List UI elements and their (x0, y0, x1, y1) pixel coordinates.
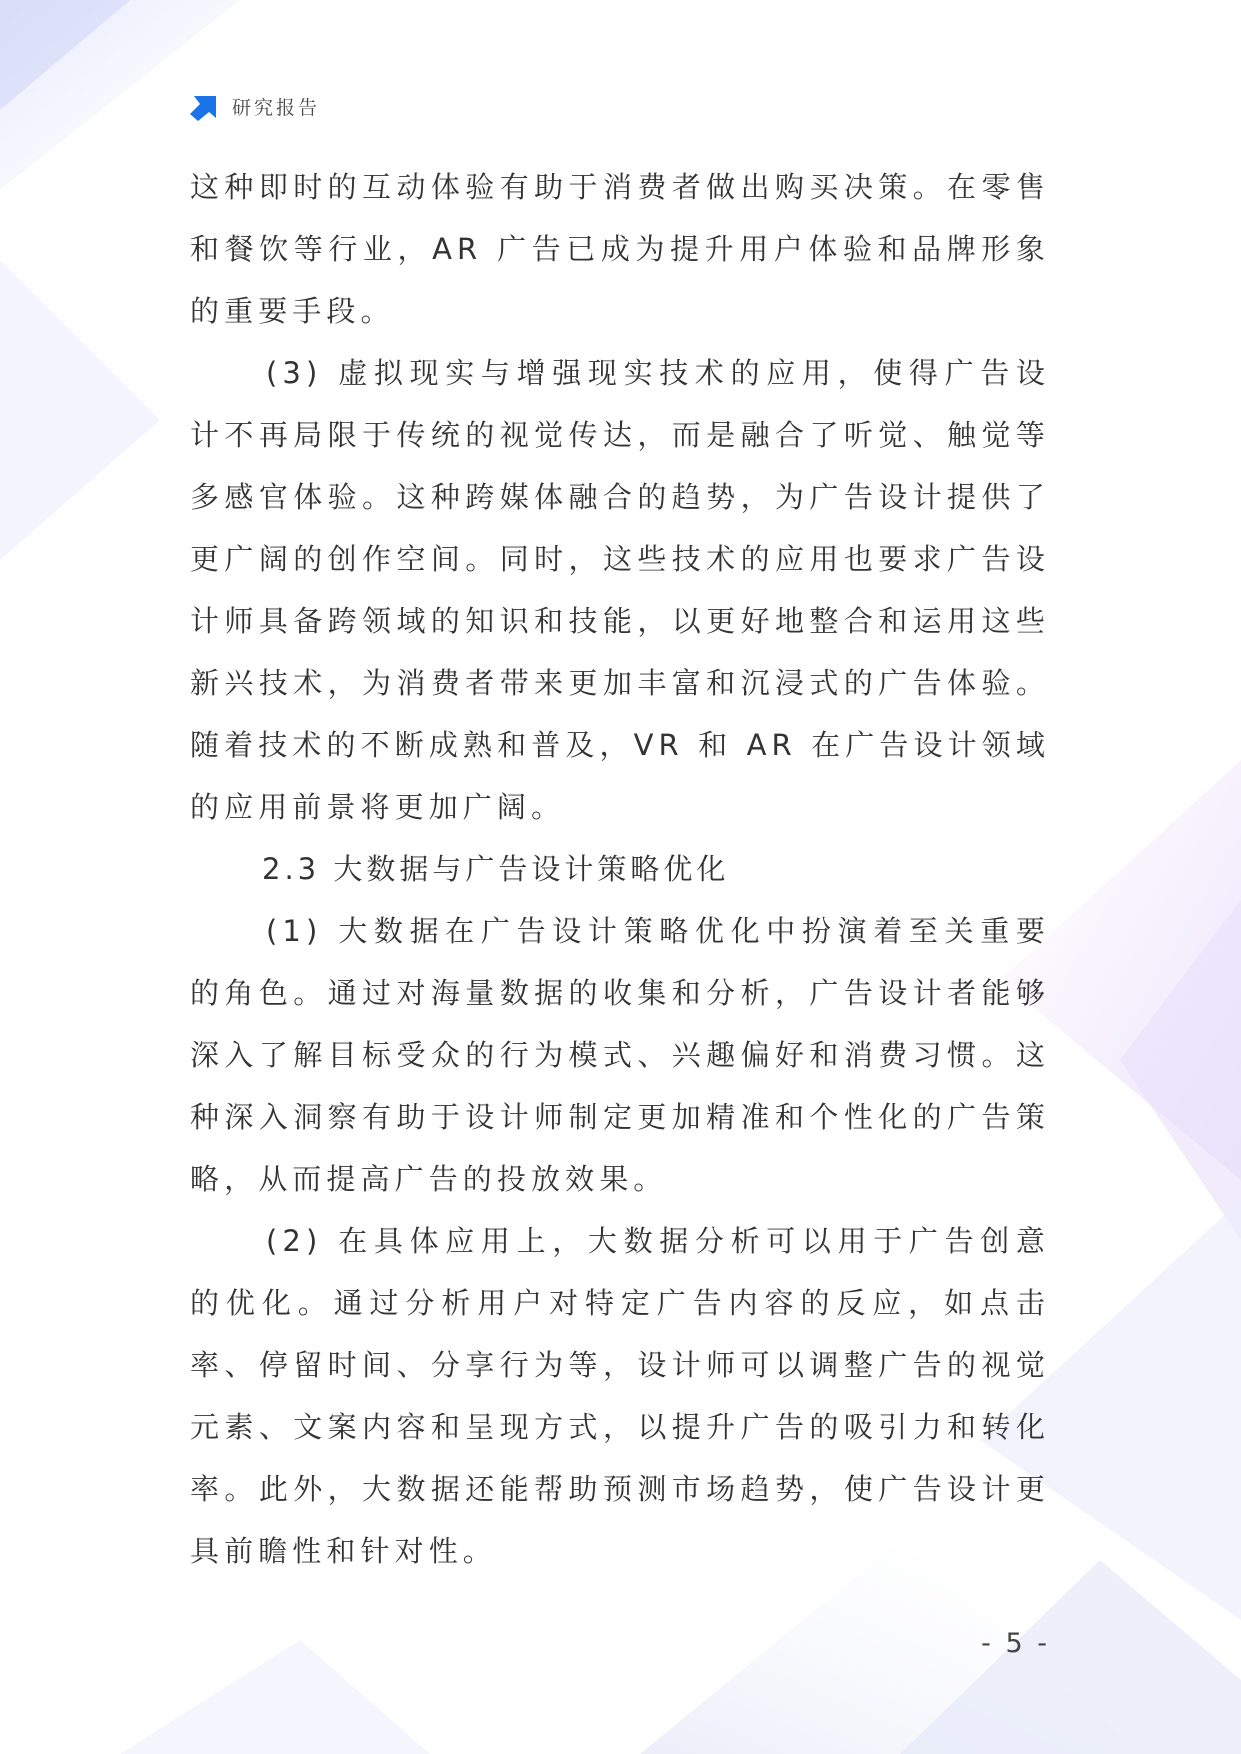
page-header (188, 89, 320, 123)
section-heading-2-3: 2.3 大数据与广告设计策略优化 (262, 852, 730, 886)
paragraph-vr-ar-point-3: (3) 虚拟现实与增强现实技术的应用，使得广告设计不再局限于传统的视觉传达，而是融合了听觉、触觉等多感官体验。这种跨媒体融合的趋势，为广告设计提供了更广阔的创作空间。同时，这些技术的应用也要求广告设计师具备跨领域的知识和技能，以更好地整合和运用这些新兴技术，为消费者带来更加丰富和沉浸式的广告体验。随着技术的不断成熟和普及，VR 和 AR 在广告设计领域的应用前景将更加广阔。 (190, 356, 1050, 824)
header-title: 研究报告 (232, 96, 321, 119)
paragraph-ar-experience: 这种即时的互动体验有助于消费者做出购买决策。在零售和餐饮等行业，AR 广告已成为提升用户体验和品牌形象的重要手段。 (190, 170, 1050, 328)
arrow-up-right-icon (188, 90, 220, 122)
page-number: - 5 - (981, 1628, 1050, 1659)
paragraph-big-data-point-2: (2) 在具体应用上，大数据分析可以用于广告创意的优化。通过分析用户对特定广告内容的反应，如点击率、停留时间、分享行为等，设计师可以调整广告的视觉元素、文案内容和呈现方式，以提升广告的吸引力和转化率。此外，大数据还能帮助预测市场趋势，使广告设计更具前瞻性和针对性。 (190, 1224, 1050, 1568)
paragraph-big-data-point-1: (1) 大数据在广告设计策略优化中扮演着至关重要的角色。通过对海量数据的收集和分析，广告设计者能够深入了解目标受众的行为模式、兴趣偏好和消费习惯。这种深入洞察有助于设计师制定更加精准和个性化的广告策略，从而提高广告的投放效果。 (190, 914, 1050, 1196)
body-text (190, 156, 1050, 1582)
